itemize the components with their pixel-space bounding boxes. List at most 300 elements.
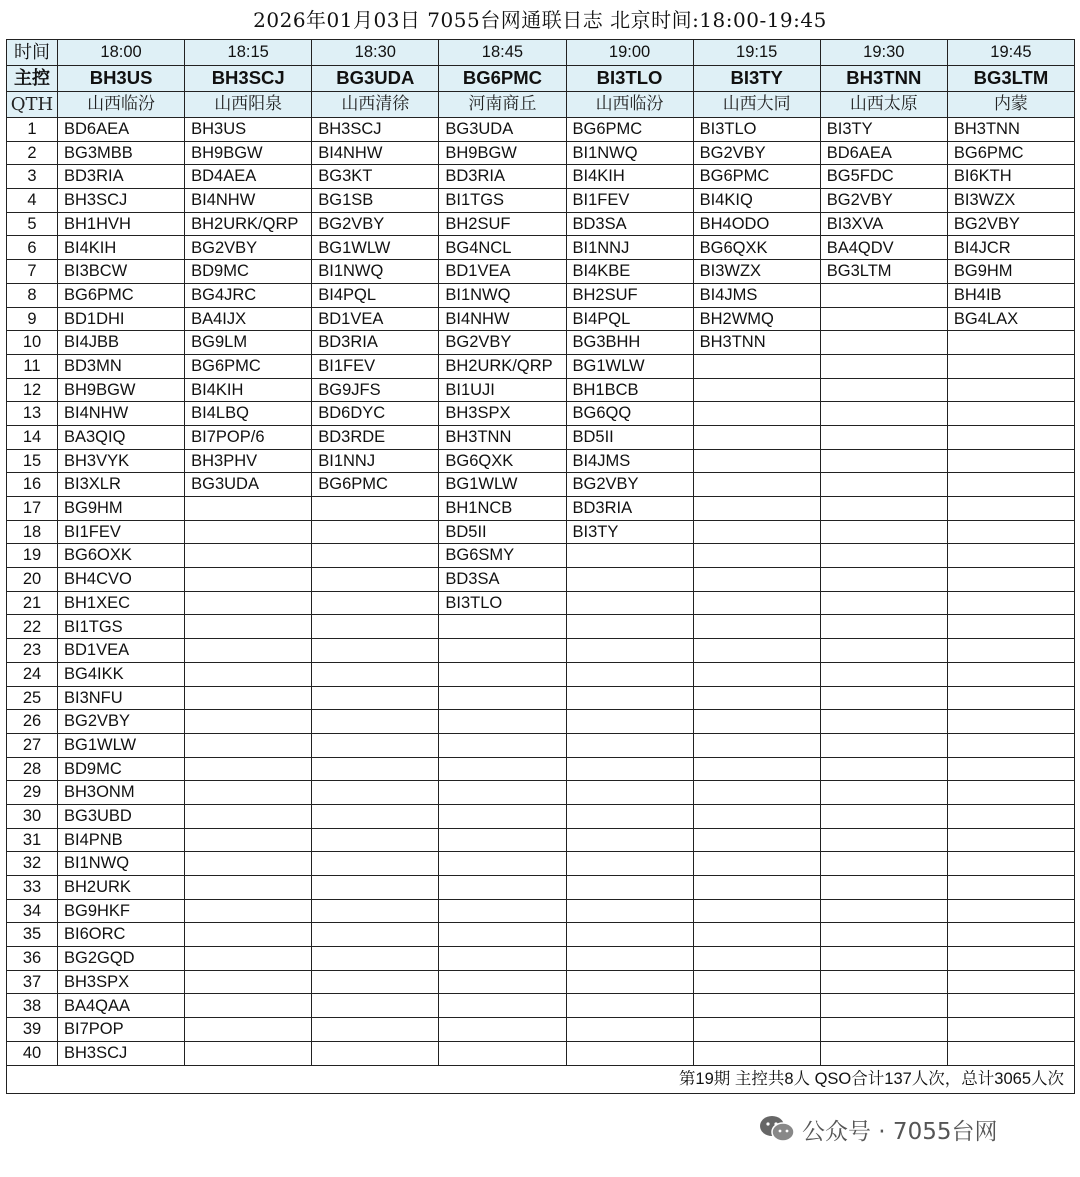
callsign-cell xyxy=(693,354,820,378)
callsign-cell xyxy=(693,994,820,1018)
callsign-cell: BG1WLW xyxy=(439,473,566,497)
callsign-cell xyxy=(312,947,439,971)
callsign-cell: BG3BHH xyxy=(566,331,693,355)
callsign-cell xyxy=(566,639,693,663)
callsign-cell xyxy=(820,449,947,473)
callsign-cell xyxy=(312,1018,439,1042)
callsign-cell: BG6PMC xyxy=(185,354,312,378)
callsign-cell xyxy=(820,307,947,331)
callsign-cell xyxy=(439,686,566,710)
callsign-cell: BG6OXK xyxy=(58,544,185,568)
callsign-cell: BI4KIQ xyxy=(693,189,820,213)
callsign-cell xyxy=(185,591,312,615)
callsign-cell: BG9HM xyxy=(947,260,1074,284)
row-number: 2 xyxy=(7,141,58,165)
callsign-cell: BG6QXK xyxy=(693,236,820,260)
callsign-cell xyxy=(439,733,566,757)
callsign-cell: BI4LBQ xyxy=(185,402,312,426)
row-number: 32 xyxy=(7,852,58,876)
callsign-cell xyxy=(820,804,947,828)
callsign-cell xyxy=(947,497,1074,521)
callsign-cell xyxy=(820,828,947,852)
callsign-cell xyxy=(312,804,439,828)
callsign-cell: BI4JBB xyxy=(58,331,185,355)
callsign-cell xyxy=(185,781,312,805)
callsign-cell: BI3TLO xyxy=(439,591,566,615)
callsign-cell: BG3UDA xyxy=(185,473,312,497)
table-row xyxy=(7,852,1075,876)
row-number: 38 xyxy=(7,994,58,1018)
callsign-cell: BD1VEA xyxy=(58,639,185,663)
callsign-cell: BI4JMS xyxy=(566,449,693,473)
callsign-cell xyxy=(693,449,820,473)
callsign-cell xyxy=(693,970,820,994)
row-number: 24 xyxy=(7,662,58,686)
callsign-cell: BH2SUF xyxy=(439,212,566,236)
callsign-cell xyxy=(947,876,1074,900)
callsign-cell: BI3XLR xyxy=(58,473,185,497)
callsign-cell xyxy=(439,923,566,947)
host-row xyxy=(7,66,1075,92)
callsign-cell xyxy=(566,591,693,615)
table-row xyxy=(7,544,1075,568)
callsign-cell xyxy=(566,568,693,592)
callsign-cell xyxy=(312,757,439,781)
callsign-cell: BI3WZX xyxy=(693,260,820,284)
callsign-cell xyxy=(439,781,566,805)
callsign-cell xyxy=(566,804,693,828)
callsign-cell: BD3SA xyxy=(566,212,693,236)
callsign-cell xyxy=(566,1018,693,1042)
callsign-cell xyxy=(820,331,947,355)
row-number: 39 xyxy=(7,1018,58,1042)
table-row xyxy=(7,828,1075,852)
table-row xyxy=(7,378,1075,402)
callsign-cell xyxy=(185,923,312,947)
callsign-cell: BI1TGS xyxy=(439,189,566,213)
qth-cell: 山西阳泉 xyxy=(185,92,312,118)
callsign-cell xyxy=(185,615,312,639)
table-row xyxy=(7,189,1075,213)
callsign-cell xyxy=(439,994,566,1018)
callsign-cell: BG6PMC xyxy=(312,473,439,497)
callsign-cell: BH9BGW xyxy=(185,141,312,165)
callsign-cell: BI4KIH xyxy=(566,165,693,189)
callsign-cell: BG6PMC xyxy=(693,165,820,189)
row-number: 15 xyxy=(7,449,58,473)
callsign-cell xyxy=(820,994,947,1018)
qth-label: QTH xyxy=(7,92,58,118)
table-row xyxy=(7,662,1075,686)
callsign-cell: BG3KT xyxy=(312,165,439,189)
callsign-cell xyxy=(947,378,1074,402)
callsign-cell: BH3SCJ xyxy=(312,118,439,142)
callsign-cell xyxy=(312,497,439,521)
callsign-cell xyxy=(693,686,820,710)
qso-log-table xyxy=(6,39,1075,1094)
row-number: 21 xyxy=(7,591,58,615)
time-row xyxy=(7,40,1075,66)
callsign-cell xyxy=(312,639,439,663)
callsign-cell: BH2URK/QRP xyxy=(439,354,566,378)
watermark xyxy=(758,1112,997,1146)
callsign-cell xyxy=(312,733,439,757)
callsign-cell xyxy=(566,876,693,900)
summary-text: 第19期 主控共8人 QSO合计137人次，总计3065人次 xyxy=(7,1065,1075,1093)
callsign-cell: BD3SA xyxy=(439,568,566,592)
callsign-cell xyxy=(947,425,1074,449)
row-number: 11 xyxy=(7,354,58,378)
callsign-cell: BD6DYC xyxy=(312,402,439,426)
callsign-cell xyxy=(566,733,693,757)
callsign-cell: BH3SPX xyxy=(58,970,185,994)
callsign-cell xyxy=(820,876,947,900)
callsign-cell: BH3VYK xyxy=(58,449,185,473)
callsign-cell: BH4IB xyxy=(947,283,1074,307)
callsign-cell: BA4QAA xyxy=(58,994,185,1018)
row-number: 19 xyxy=(7,544,58,568)
callsign-cell xyxy=(820,568,947,592)
callsign-cell: BI3BCW xyxy=(58,260,185,284)
callsign-cell xyxy=(439,615,566,639)
callsign-cell xyxy=(820,544,947,568)
callsign-cell: BI4KIH xyxy=(185,378,312,402)
callsign-cell: BH4CVO xyxy=(58,568,185,592)
callsign-cell: BG2GQD xyxy=(58,947,185,971)
table-row xyxy=(7,307,1075,331)
callsign-cell: BH2WMQ xyxy=(693,307,820,331)
table-row xyxy=(7,283,1075,307)
callsign-cell: BG2VBY xyxy=(566,473,693,497)
callsign-cell xyxy=(312,615,439,639)
callsign-cell xyxy=(947,1018,1074,1042)
callsign-cell xyxy=(693,733,820,757)
callsign-cell xyxy=(947,520,1074,544)
host-callsign-cell: BH3SCJ xyxy=(185,66,312,92)
callsign-cell xyxy=(693,639,820,663)
callsign-cell: BI1FEV xyxy=(58,520,185,544)
row-number: 14 xyxy=(7,425,58,449)
callsign-cell xyxy=(185,757,312,781)
callsign-cell: BH3US xyxy=(185,118,312,142)
table-row xyxy=(7,165,1075,189)
callsign-cell: BI3TLO xyxy=(693,118,820,142)
callsign-cell xyxy=(312,1041,439,1065)
callsign-cell: BI4JCR xyxy=(947,236,1074,260)
callsign-cell xyxy=(566,923,693,947)
callsign-cell xyxy=(312,852,439,876)
row-number: 22 xyxy=(7,615,58,639)
row-number: 26 xyxy=(7,710,58,734)
callsign-cell: BI4NHW xyxy=(312,141,439,165)
row-number: 34 xyxy=(7,899,58,923)
table-row xyxy=(7,236,1075,260)
callsign-cell xyxy=(185,568,312,592)
callsign-cell: BG2VBY xyxy=(185,236,312,260)
callsign-cell: BI1FEV xyxy=(566,189,693,213)
time-slot-cell: 18:00 xyxy=(58,40,185,66)
host-callsign-cell: BG3LTM xyxy=(947,66,1074,92)
callsign-cell: BH1XEC xyxy=(58,591,185,615)
table-row xyxy=(7,568,1075,592)
callsign-cell: BG6QQ xyxy=(566,402,693,426)
callsign-cell: BD3RIA xyxy=(566,497,693,521)
callsign-cell xyxy=(820,354,947,378)
table-row xyxy=(7,473,1075,497)
qth-row xyxy=(7,92,1075,118)
callsign-cell: BG2VBY xyxy=(947,212,1074,236)
callsign-cell xyxy=(185,828,312,852)
callsign-cell xyxy=(693,757,820,781)
qth-cell: 山西清徐 xyxy=(312,92,439,118)
callsign-cell: BD3RIA xyxy=(312,331,439,355)
callsign-cell: BA3QIQ xyxy=(58,425,185,449)
callsign-cell: BG2VBY xyxy=(58,710,185,734)
callsign-cell xyxy=(947,473,1074,497)
callsign-cell: BI7POP xyxy=(58,1018,185,1042)
row-number: 18 xyxy=(7,520,58,544)
callsign-cell xyxy=(820,615,947,639)
callsign-cell: BH3SPX xyxy=(439,402,566,426)
callsign-cell: BG1WLW xyxy=(566,354,693,378)
callsign-cell xyxy=(693,1018,820,1042)
callsign-cell: BI1NWQ xyxy=(312,260,439,284)
callsign-cell xyxy=(566,899,693,923)
row-number: 27 xyxy=(7,733,58,757)
callsign-cell: BG6QXK xyxy=(439,449,566,473)
callsign-cell xyxy=(693,568,820,592)
callsign-cell xyxy=(947,615,1074,639)
callsign-cell xyxy=(820,520,947,544)
callsign-cell: BI4PQL xyxy=(566,307,693,331)
callsign-cell: BI7POP/6 xyxy=(185,425,312,449)
callsign-cell xyxy=(820,947,947,971)
qth-cell: 内蒙 xyxy=(947,92,1074,118)
callsign-cell: BH3TNN xyxy=(439,425,566,449)
callsign-cell: BH1HVH xyxy=(58,212,185,236)
callsign-cell: BG1SB xyxy=(312,189,439,213)
qth-cell: 河南商丘 xyxy=(439,92,566,118)
callsign-cell xyxy=(693,544,820,568)
callsign-cell xyxy=(947,662,1074,686)
callsign-cell xyxy=(312,970,439,994)
callsign-cell xyxy=(439,1041,566,1065)
callsign-cell: BG2VBY xyxy=(439,331,566,355)
table-row xyxy=(7,425,1075,449)
callsign-cell xyxy=(947,970,1074,994)
callsign-cell xyxy=(439,710,566,734)
callsign-cell: BH3PHV xyxy=(185,449,312,473)
callsign-cell: BI1NNJ xyxy=(566,236,693,260)
callsign-cell: BD1VEA xyxy=(312,307,439,331)
callsign-cell: BD9MC xyxy=(58,757,185,781)
row-number: 3 xyxy=(7,165,58,189)
callsign-cell: BG5FDC xyxy=(820,165,947,189)
callsign-cell xyxy=(693,876,820,900)
qth-cell: 山西太原 xyxy=(820,92,947,118)
callsign-cell xyxy=(312,781,439,805)
callsign-cell xyxy=(820,899,947,923)
callsign-cell xyxy=(820,1018,947,1042)
host-callsign-cell: BI3TY xyxy=(693,66,820,92)
callsign-cell: BG2VBY xyxy=(820,189,947,213)
callsign-cell: BG6PMC xyxy=(947,141,1074,165)
callsign-cell: BI1FEV xyxy=(312,354,439,378)
callsign-cell xyxy=(820,852,947,876)
callsign-cell: BH1NCB xyxy=(439,497,566,521)
callsign-cell xyxy=(312,520,439,544)
row-number: 6 xyxy=(7,236,58,260)
table-row xyxy=(7,804,1075,828)
row-number: 1 xyxy=(7,118,58,142)
callsign-cell xyxy=(820,923,947,947)
callsign-cell: BG4IKK xyxy=(58,662,185,686)
callsign-cell xyxy=(566,852,693,876)
table-row xyxy=(7,591,1075,615)
callsign-cell: BG9JFS xyxy=(312,378,439,402)
callsign-cell: BH9BGW xyxy=(439,141,566,165)
callsign-cell xyxy=(947,686,1074,710)
callsign-cell xyxy=(947,568,1074,592)
callsign-cell xyxy=(312,568,439,592)
callsign-cell: BH3SCJ xyxy=(58,1041,185,1065)
time-slot-cell: 19:15 xyxy=(693,40,820,66)
callsign-cell xyxy=(820,970,947,994)
callsign-cell xyxy=(693,710,820,734)
row-number: 37 xyxy=(7,970,58,994)
callsign-cell xyxy=(566,970,693,994)
callsign-cell xyxy=(693,425,820,449)
callsign-cell: BI1NWQ xyxy=(58,852,185,876)
callsign-cell: BI4NHW xyxy=(439,307,566,331)
callsign-cell: BI1NWQ xyxy=(566,141,693,165)
log-title: 2026年01月03日 7055台网通联日志 北京时间:18:00-19:45 xyxy=(253,8,827,32)
callsign-cell xyxy=(820,425,947,449)
table-row xyxy=(7,497,1075,521)
callsign-cell xyxy=(947,639,1074,663)
callsign-cell xyxy=(947,710,1074,734)
callsign-cell xyxy=(820,402,947,426)
callsign-cell xyxy=(185,994,312,1018)
callsign-cell xyxy=(947,331,1074,355)
callsign-cell xyxy=(693,781,820,805)
callsign-cell xyxy=(693,804,820,828)
callsign-cell xyxy=(566,544,693,568)
table-row xyxy=(7,141,1075,165)
qth-cell: 山西临汾 xyxy=(58,92,185,118)
row-number: 25 xyxy=(7,686,58,710)
table-row xyxy=(7,876,1075,900)
callsign-cell xyxy=(693,662,820,686)
table-row xyxy=(7,331,1075,355)
callsign-cell xyxy=(566,994,693,1018)
row-number: 28 xyxy=(7,757,58,781)
time-slot-cell: 19:00 xyxy=(566,40,693,66)
callsign-cell xyxy=(693,947,820,971)
row-number: 20 xyxy=(7,568,58,592)
callsign-cell: BH2URK xyxy=(58,876,185,900)
callsign-cell: BG3UBD xyxy=(58,804,185,828)
time-slot-cell: 19:45 xyxy=(947,40,1074,66)
callsign-cell: BI4JMS xyxy=(693,283,820,307)
callsign-cell: BI1TGS xyxy=(58,615,185,639)
callsign-cell xyxy=(693,520,820,544)
row-number: 23 xyxy=(7,639,58,663)
callsign-cell: BI4NHW xyxy=(58,402,185,426)
time-label: 时间 xyxy=(7,40,58,66)
callsign-cell: BG6PMC xyxy=(58,283,185,307)
callsign-cell: BD3RDE xyxy=(312,425,439,449)
table-row xyxy=(7,947,1075,971)
callsign-cell xyxy=(185,1018,312,1042)
callsign-cell: BG1WLW xyxy=(312,236,439,260)
callsign-cell xyxy=(947,947,1074,971)
callsign-cell xyxy=(566,757,693,781)
callsign-cell xyxy=(947,781,1074,805)
row-number: 7 xyxy=(7,260,58,284)
callsign-cell xyxy=(820,733,947,757)
callsign-cell xyxy=(439,662,566,686)
callsign-cell: BG6PMC xyxy=(566,118,693,142)
table-row xyxy=(7,781,1075,805)
row-number: 29 xyxy=(7,781,58,805)
callsign-cell: BG3UDA xyxy=(439,118,566,142)
callsign-cell: BI4KBE xyxy=(566,260,693,284)
callsign-cell xyxy=(820,497,947,521)
callsign-cell xyxy=(185,544,312,568)
row-number: 35 xyxy=(7,923,58,947)
callsign-cell xyxy=(439,876,566,900)
callsign-cell xyxy=(820,662,947,686)
callsign-cell: BA4IJX xyxy=(185,307,312,331)
callsign-cell xyxy=(312,876,439,900)
callsign-cell: BI1UJI xyxy=(439,378,566,402)
table-row xyxy=(7,686,1075,710)
row-number: 36 xyxy=(7,947,58,971)
callsign-cell: BI1NNJ xyxy=(312,449,439,473)
table-row xyxy=(7,615,1075,639)
row-number: 9 xyxy=(7,307,58,331)
callsign-cell: BG9HKF xyxy=(58,899,185,923)
summary-row xyxy=(7,1065,1075,1093)
table-row xyxy=(7,757,1075,781)
callsign-cell xyxy=(820,378,947,402)
callsign-cell xyxy=(439,852,566,876)
callsign-cell: BG6SMY xyxy=(439,544,566,568)
callsign-cell xyxy=(312,686,439,710)
callsign-cell xyxy=(439,639,566,663)
callsign-cell: BD3RIA xyxy=(439,165,566,189)
callsign-cell xyxy=(312,710,439,734)
callsign-cell: BG1WLW xyxy=(58,733,185,757)
callsign-cell: BH1BCB xyxy=(566,378,693,402)
callsign-cell xyxy=(820,639,947,663)
callsign-cell xyxy=(947,994,1074,1018)
callsign-cell: BH2SUF xyxy=(566,283,693,307)
callsign-cell: BD3MN xyxy=(58,354,185,378)
callsign-cell: BD6AEA xyxy=(58,118,185,142)
callsign-cell xyxy=(693,923,820,947)
callsign-cell: BI3WZX xyxy=(947,189,1074,213)
callsign-cell xyxy=(185,852,312,876)
table-row xyxy=(7,118,1075,142)
time-slot-cell: 18:30 xyxy=(312,40,439,66)
host-callsign-cell: BI3TLO xyxy=(566,66,693,92)
callsign-cell xyxy=(566,781,693,805)
callsign-cell xyxy=(947,804,1074,828)
callsign-cell xyxy=(185,497,312,521)
table-row xyxy=(7,520,1075,544)
